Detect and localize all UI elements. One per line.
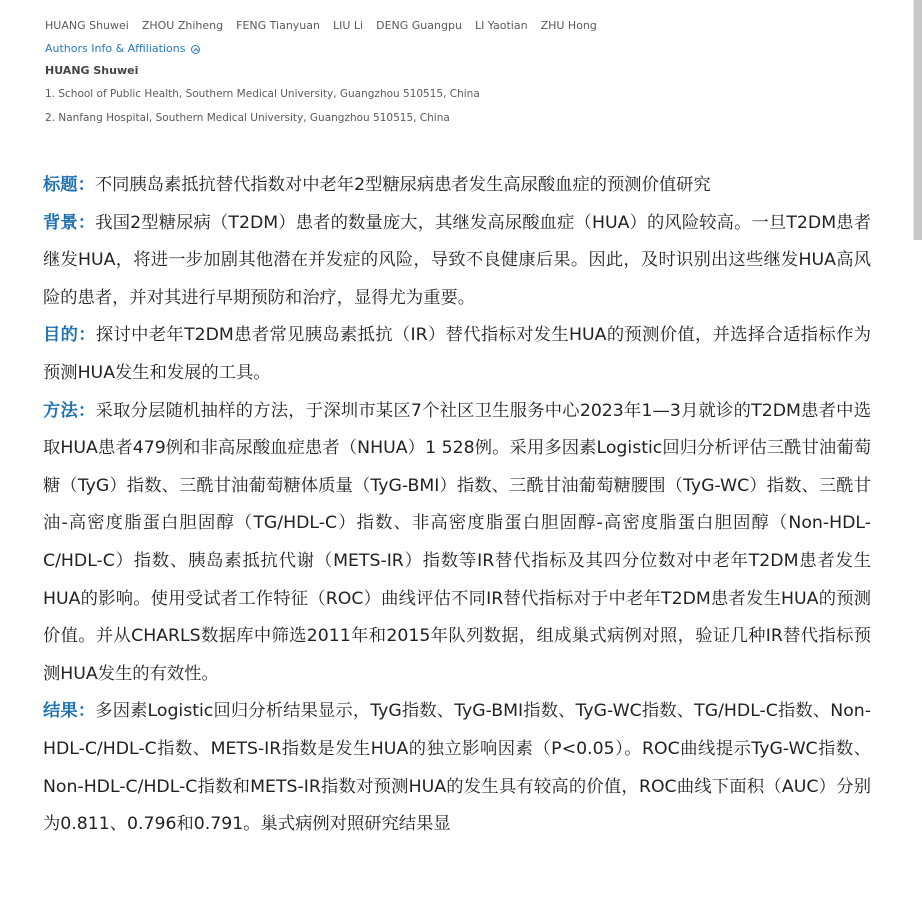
authors-affiliations-toggle[interactable]	[45, 38, 885, 60]
results-text: 多因素Logistic回归分析结果显示，TyG指数、TyG-BMI指数、TyG-WC指数、TG/HDL-C指数、Non-HDL-C/HDL-C指数、METS-IR指数是发生HUA的独立影响因素（P<0.05）。ROC曲线提示TyG-WC指数、Non-HDL-C/HDL-C指数和METS-IR指数对预测HUA的发生具有较高的价值，ROC曲线下面积（AUC）分别为0.811、0.796和0.791。巢式病例对照研究结果显	[43, 701, 871, 835]
affiliation-line: 1. School of Public Health, Southern Medical University, Guangzhou 510515, China	[45, 88, 480, 100]
author-name[interactable]: HUANG Shuwei	[45, 19, 129, 32]
author-name[interactable]: ZHU Hong	[540, 19, 597, 32]
vertical-scrollbar[interactable]	[913, 0, 922, 240]
author-name[interactable]: LIU Li	[333, 19, 364, 32]
results-label: 结果：	[43, 701, 96, 722]
background-label: 背景：	[43, 212, 96, 233]
article-meta	[45, 14, 885, 130]
abstract-methods	[43, 393, 871, 694]
abstract-objective	[43, 317, 871, 392]
background-text: 我国2型糖尿病（T2DM）患者的数量庞大，其继发高尿酸血症（HUA）的风险较高。一旦T2DM患者继发HUA，将进一步加剧其他潜在并发症的风险，导致不良健康后果。因此，及时识别出这些继发HUA高风险的患者，并对其进行早期预防和治疗，显得尤为重要。	[43, 212, 871, 308]
objective-text: 探讨中老年T2DM患者常见胰岛素抵抗（IR）替代指标对发生HUA的预测价值，并选择合适指标作为预测HUA发生和发展的工具。	[43, 325, 871, 383]
abstract-title	[43, 167, 871, 205]
author-name[interactable]: LI Yaotian	[474, 19, 528, 32]
abstract-background	[43, 205, 871, 318]
title-text: 不同胰岛素抵抗替代指数对中老年2型糖尿病患者发生高尿酸血症的预测价值研究	[94, 175, 711, 195]
author-name[interactable]: ZHOU Zhiheng	[141, 19, 224, 32]
methods-label: 方法：	[43, 400, 96, 421]
affiliation-author: HUANG Shuwei	[45, 64, 139, 77]
abstract	[43, 167, 871, 844]
chevron-up-circle-icon[interactable]	[191, 45, 200, 54]
objective-label: 目的：	[43, 325, 96, 346]
author-name[interactable]: FENG Tianyuan	[236, 19, 320, 32]
affiliation-line: 2. Nanfang Hospital, Southern Medical University, Guangzhou 510515, China	[45, 112, 450, 124]
methods-text: 采取分层随机抽样的方法，于深圳市某区7个社区卫生服务中心2023年1—3月就诊的T2DM患者中选取HUA患者479例和非高尿酸血症患者（NHUA）1 528例。采用多因素Logistic回归分析评估三酰甘油葡萄糖（TyG）指数、三酰甘油葡萄糖体质量（TyG-BMI）指数、三酰甘油葡萄糖腰围（TyG-WC）指数、三酰甘油-高密度脂蛋白胆固醇（TG/HDL-C）指数、非高密度脂蛋白胆固醇-高密度脂蛋白胆固醇（Non-HDL-C/HDL-C）指数、胰岛素抵抗代谢（METS-IR）指数等IR替代指标及其四分位数对中老年T2DM患者发生HUA的影响。使用受试者工作特征（ROC）曲线评估不同IR替代指标对于中老年T2DM患者发生HUA的预测价值。并从CHARLS数据库中筛选2011年和2015年队列数据，组成巢式病例对照，验证几种IR替代指标预测HUA发生的有效性。	[43, 400, 871, 684]
authors-affiliations-label: Authors Info & Affiliations	[45, 42, 186, 55]
title-label: 标题：	[43, 175, 95, 195]
abstract-results	[43, 693, 871, 843]
author-list	[45, 14, 885, 38]
author-name[interactable]: DENG Guangpu	[376, 19, 462, 32]
